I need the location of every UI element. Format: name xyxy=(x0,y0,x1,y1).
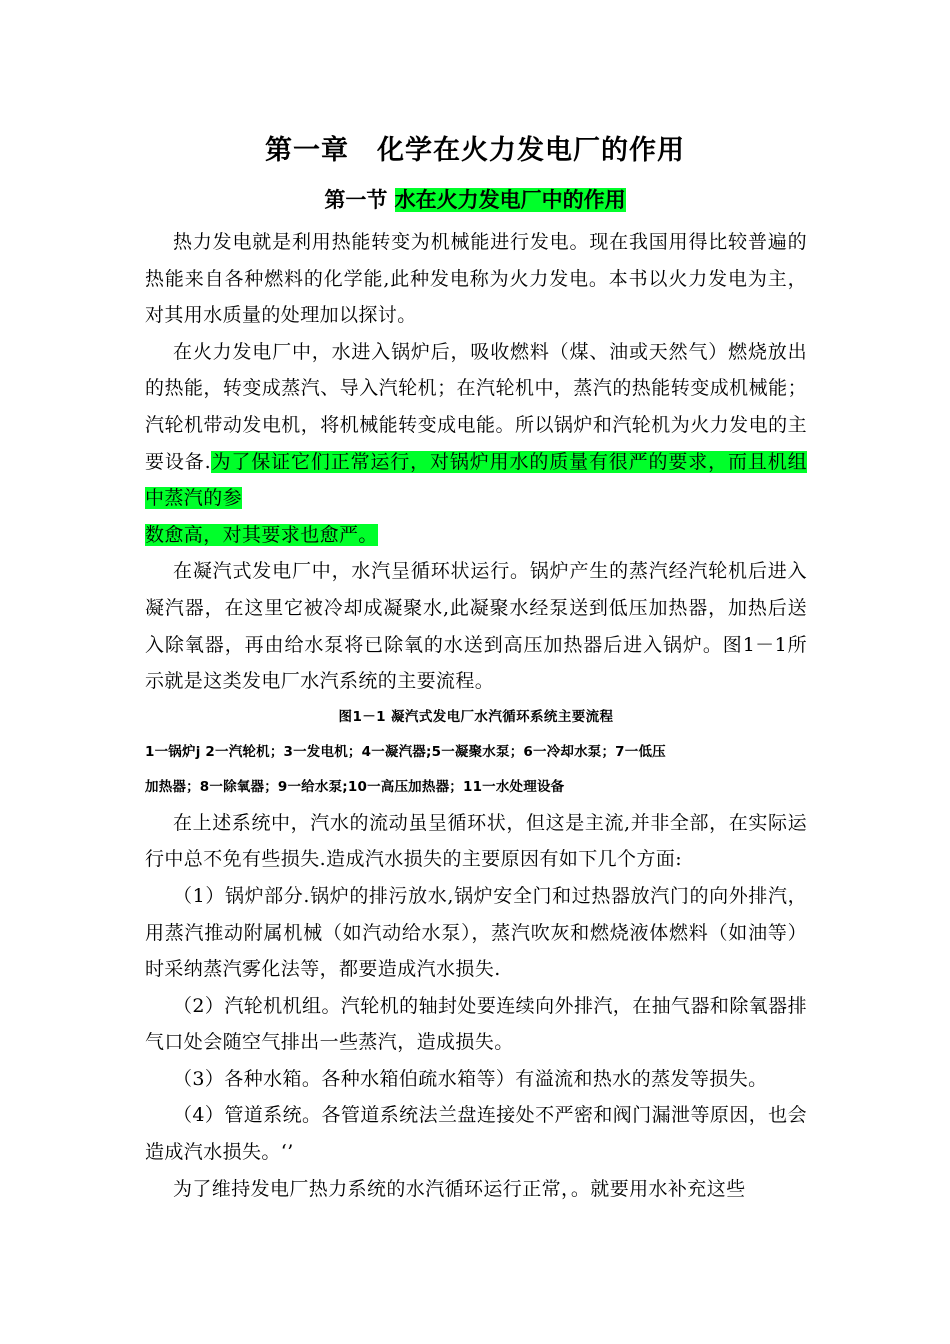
paragraph-1: 热力发电就是利用热能转变为机械能进行发电。现在我国用得比较普遍的热能来自各种燃料的化学能,此种发电称为火力发电。本书以火力发电为主，对其用水质量的处理加以探讨。 xyxy=(145,231,807,327)
section-title xyxy=(0,184,950,214)
paragraph-2-highlight-end: 数愈高，对其要求也愈严。 xyxy=(145,523,378,546)
figure-legend-line-2: 加热器；8一除氧器；9一给水泵;10一高压加热器；11一水处理设备 xyxy=(145,778,565,795)
paragraph-4: 在上述系统中，汽水的流动虽呈循环状，但这是主流,并非全部，在实际运行中总不免有些损失.造成汽水损失的主要原因有如下几个方面: xyxy=(145,811,807,871)
paragraph-2-highlight: 为了保证它们正常运行，对锅炉用水的质量有很严的要求，而且机组中蒸汽的参 xyxy=(145,450,807,510)
figure-legend-text-1: 1一锅炉j 2一汽轮机；3一发电机；4一凝汽器;5一凝聚水泵；6一冷却水泵；7一低压 xyxy=(145,743,666,760)
section-prefix: 第一节 xyxy=(324,188,388,212)
list-item-4: （4）管道系统。各管道系统法兰盘连接处不严密和阀门漏泄等原因，也会造成汽水损失。‘’ xyxy=(145,1104,807,1164)
list-item-3: （3）各种水箱。各种水箱伯疏水箱等）有溢流和热水的蒸发等损失。 xyxy=(173,1067,768,1090)
paragraph-2-text: 在火力发电厂中，水进入锅炉后，吸收燃料（煤、油或天然气）燃烧放出的热能，转变成蒸汽、导入汽轮机；在汽轮机中，蒸汽的热能转变成机械能；汽轮机带动发电机，将机械能转变成电能。所以锅炉和汽轮机为火力发电的主要设备. xyxy=(145,340,807,473)
paragraph-3: 在凝汽式发电厂中，水汽呈循环状运行。锅炉产生的蒸汽经汽轮机后进入凝汽器，在这里它被冷却成凝聚水,此凝聚水经泵送到低压加热器，加热后送入除氧器，再由给水泵将已除氧的水送到高压加热器后进入锅炉。图1－1所示就是这类发电厂水汽系统的主要流程。 xyxy=(145,560,807,693)
list-item-1: （1）锅炉部分.锅炉的排污放水,锅炉安全门和过热器放汽门的向外排汽，用蒸汽推动附属机械（如汽动给水泵），蒸汽吹灰和燃烧液体燃料（如油等）时采纳蒸汽雾化法等，都要造成汽水损失. xyxy=(145,884,807,981)
document-body xyxy=(145,224,807,1207)
list-item-2: （2）汽轮机机组。汽轮机的轴封处要连续向外排汽，在抽气器和除氧器排气口处会随空气排出一些蒸汽，造成损失。 xyxy=(145,994,807,1054)
paragraph-2-continued xyxy=(145,517,807,554)
figure-caption: 图1－1 凝汽式发电厂水汽循环系统主要流程 xyxy=(338,708,614,725)
paragraph-5: 为了维持发电厂热力系统的水汽循环运行正常，。就要用水补充这些 xyxy=(173,1177,746,1200)
figure-legend-line-1 xyxy=(145,735,807,770)
section-highlighted-title: 水在火力发电厂中的作用 xyxy=(394,188,626,212)
paragraph-2 xyxy=(145,334,807,517)
chapter-title: 第一章 化学在火力发电厂的作用 xyxy=(265,135,685,166)
